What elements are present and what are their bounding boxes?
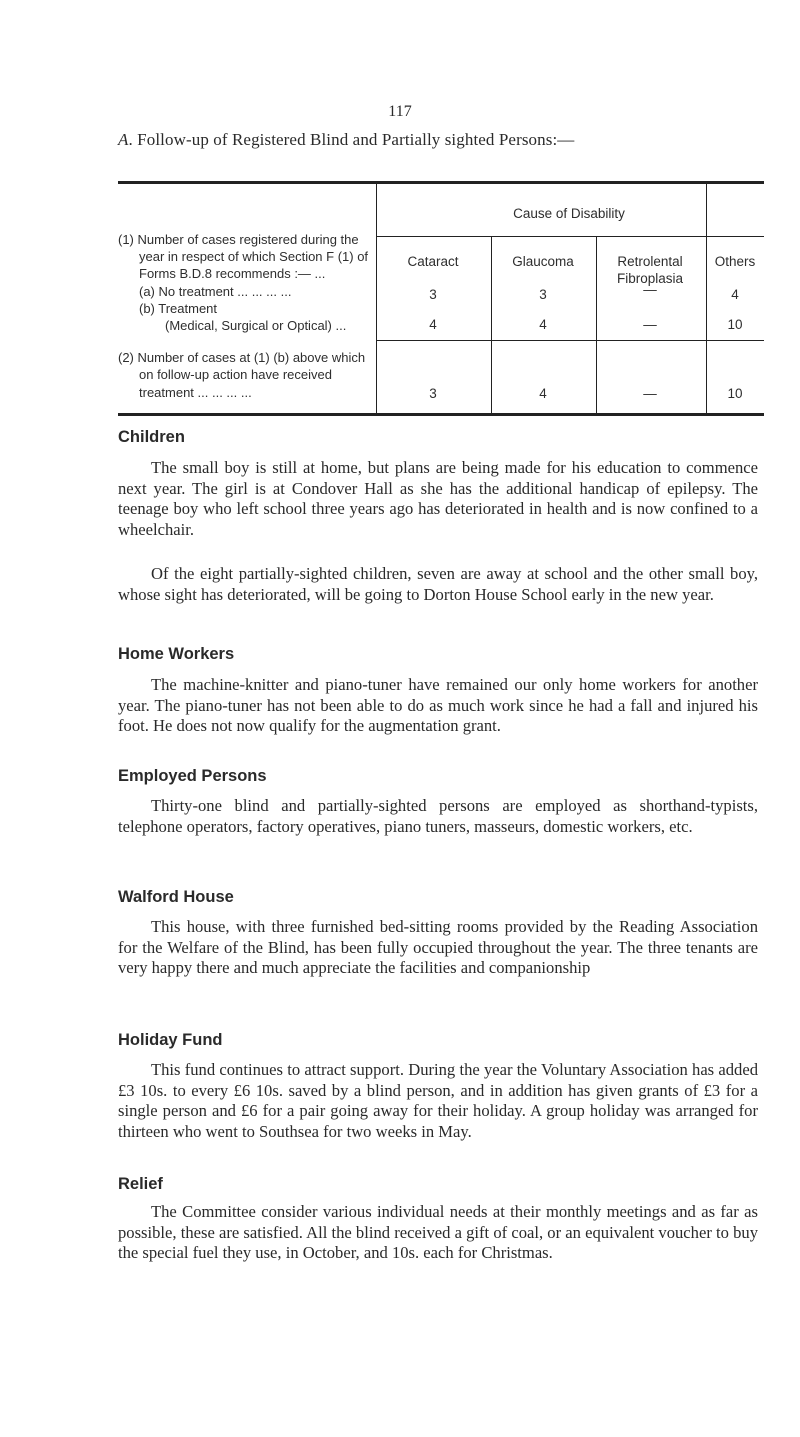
- table-top-rule: [118, 181, 764, 184]
- row1a-others: 4: [731, 287, 739, 302]
- cause-of-disability-header: Cause of Disability: [513, 206, 625, 221]
- row2-retrolental: —: [643, 386, 657, 401]
- relief-paragraph: The Committee consider various individual needs at their monthly meetings and as far as possible, these are satisfied. All the blind received a gift of coal, or an equivalent voucher to buy the special fuel they use, in October, and 10s. each for Christmas.: [118, 1202, 758, 1263]
- column-header-fibroplasia: Fibroplasia: [616, 271, 684, 286]
- others-underline: [712, 236, 758, 237]
- row2-label-line1: (2) Number of cases at (1) (b) above which: [118, 350, 366, 365]
- row1b-glaucoma: 4: [539, 317, 547, 332]
- column-header-others: Others: [714, 254, 756, 269]
- holiday-fund-paragraph: This fund continues to attract support. During the year the Voluntary Association has added £3 10s. to every £6 10s. saved by a blind person, and in addition has given grants of £3 for a single person and £6 for a pair going away for their holiday. A group holiday was arranged for thirteen who went to Southsea for two weeks in May.: [118, 1060, 758, 1141]
- section-title-text: . Follow-up of Registered Blind and Partially sighted Persons:—: [128, 130, 575, 149]
- section-heading-holiday-fund: Holiday Fund: [118, 1031, 223, 1049]
- walford-house-paragraph: This house, with three furnished bed-sitting rooms provided by the Reading Association for the Welfare of the Blind, has been fully occupied throughout the year. The three tenants are very happy there and much appreciate the facilities and companionship: [118, 917, 758, 978]
- column-header-cataract: Cataract: [407, 254, 459, 269]
- row1b-cataract: 4: [429, 317, 437, 332]
- row2-label-line3: treatment ... ... ... ...: [139, 385, 252, 400]
- section-heading-relief: Relief: [118, 1175, 163, 1193]
- section-heading-children: Children: [118, 428, 185, 446]
- row1b-retrolental: —: [643, 317, 657, 332]
- employed-persons-paragraph: Thirty-one blind and partially-sighted persons are employed as shorthand-typists, telephone operators, factory operatives, piano tuners, masseurs, domestic workers, etc.: [118, 796, 758, 836]
- row1-label-line1: (1) Number of cases registered during the: [118, 232, 359, 247]
- column-header-glaucoma: Glaucoma: [512, 254, 574, 269]
- page-number: 117: [388, 103, 412, 120]
- row1-label-line2: year in respect of which Section F (1) of: [139, 249, 369, 264]
- home-workers-paragraph: The machine-knitter and piano-tuner have remained our only home workers for another year. The piano-tuner has not been able to do as much work since he had a fall and injured his foot. He does not now qualify for the augmentation grant.: [118, 675, 758, 736]
- section-heading-home-workers: Home Workers: [118, 645, 235, 663]
- row1b-label: (b) Treatment: [139, 301, 218, 316]
- row2-label-line2: on follow-up action have received: [139, 367, 332, 382]
- row1-label-line3: Forms B.D.8 recommends :— ...: [139, 266, 326, 281]
- row1a-label: (a) No treatment ... ... ... ...: [139, 284, 292, 299]
- section-heading-employed-persons: Employed Persons: [118, 767, 267, 785]
- children-paragraph-2: Of the eight partially-sighted children, seven are away at school and the other small boy, whose sight has deteriorated, will be going to Dorton House School early in the new year.: [118, 564, 758, 604]
- row1b-others: 10: [727, 317, 743, 332]
- row1a-glaucoma: 3: [539, 287, 547, 302]
- row2-others: 10: [727, 386, 743, 401]
- section-heading-walford-house: Walford House: [118, 888, 234, 906]
- children-paragraph-1: The small boy is still at home, but plans are being made for his education to commence next year. The girl is at Condover Hall as she has the additional handicap of epilepsy. The teenage boy who left school three years ago has deteriorated in health and is now confined to a wheelchair.: [118, 458, 758, 539]
- row2-cataract: 3: [429, 386, 437, 401]
- section-letter: A: [118, 130, 129, 149]
- section-a-title: [118, 130, 574, 150]
- column-header-retrolental: Retrolental: [617, 254, 683, 269]
- table-bottom-rule: [118, 413, 764, 416]
- row1b-label-line2: (Medical, Surgical or Optical) ...: [165, 318, 347, 333]
- row2-glaucoma: 4: [539, 386, 547, 401]
- row1a-cataract: 3: [429, 287, 437, 302]
- row1a-retrolental: —: [643, 282, 657, 297]
- row-divider: [376, 340, 764, 341]
